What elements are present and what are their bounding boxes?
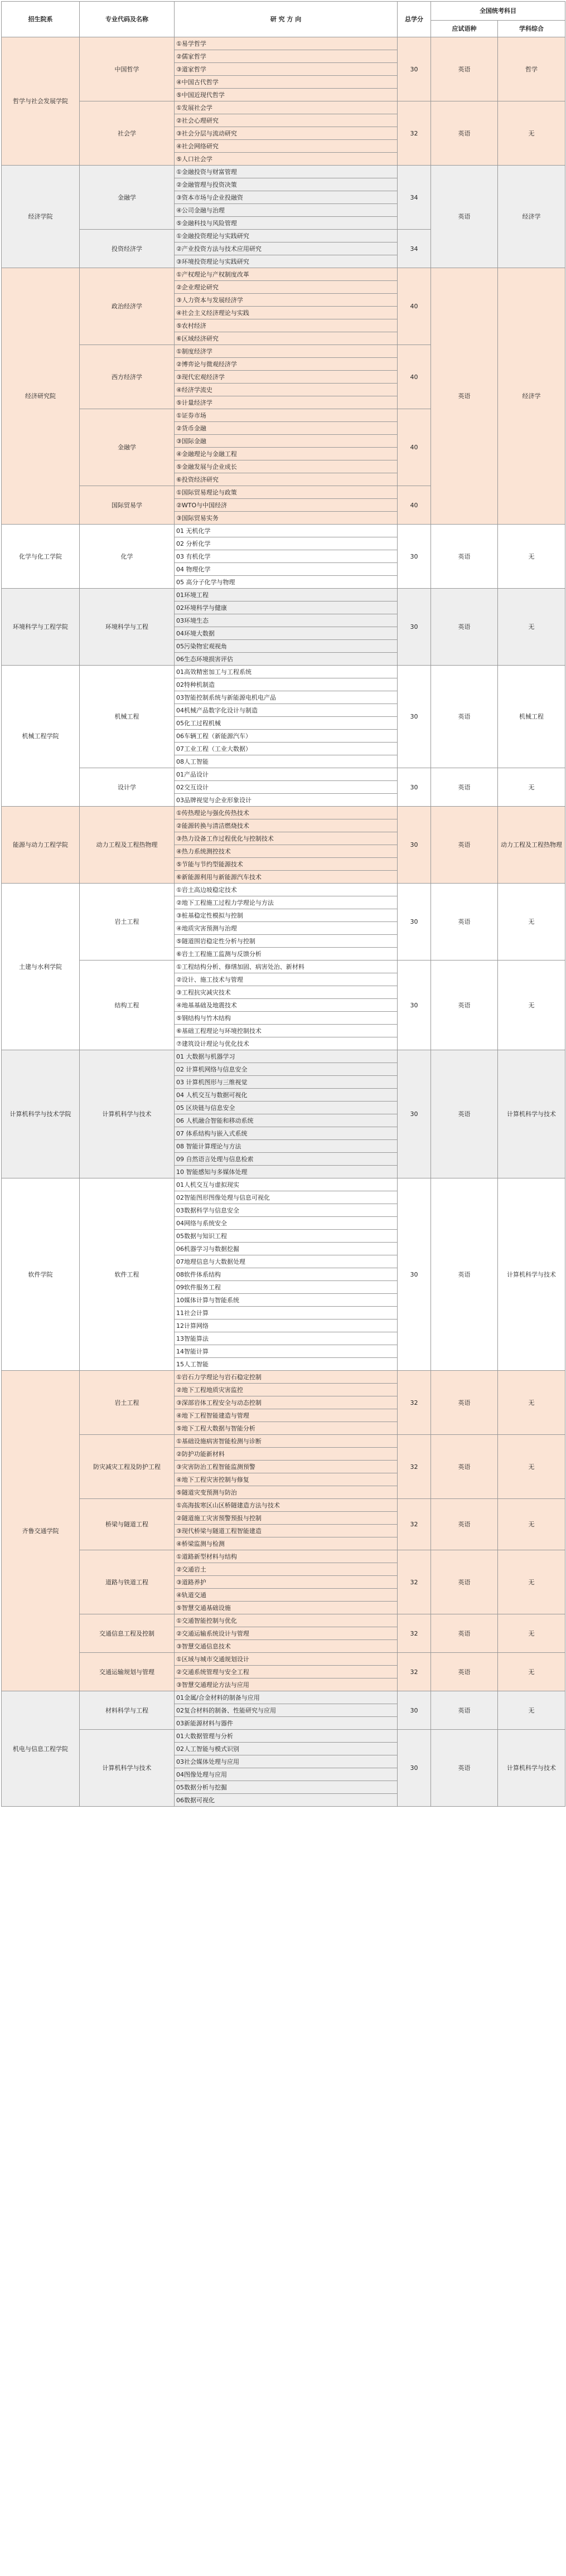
direction-cell: ②设计、施工技术与管理 — [175, 973, 398, 986]
language-cell: 英语 — [431, 268, 498, 525]
credits-cell: 30 — [398, 884, 431, 960]
table-row — [2, 525, 565, 537]
header-subject-exam: 学科综合 — [498, 21, 565, 37]
direction-cell: ①发展社会学 — [175, 101, 398, 114]
credits-cell: 32 — [398, 1653, 431, 1691]
direction-cell: ⑥区域经济研究 — [175, 332, 398, 345]
direction-cell: ④轨道交通 — [175, 1589, 398, 1602]
direction-cell: ⑤农村经济 — [175, 319, 398, 332]
direction-cell: ③环境投资理论与实践研究 — [175, 255, 398, 268]
direction-cell: ⑤智慧交通基础设施 — [175, 1602, 398, 1614]
table-body — [2, 37, 565, 1807]
direction-cell: ④经济学流史 — [175, 384, 398, 396]
table-row — [2, 1550, 565, 1563]
direction-cell: ②能源转换与清洁燃烧技术 — [175, 819, 398, 832]
direction-cell: 05化工过程机械 — [175, 717, 398, 730]
school-cell: 齐鲁交通学院 — [2, 1371, 80, 1691]
direction-cell: 14智能计算 — [175, 1345, 398, 1358]
direction-cell: 02 计算机网络与信息安全 — [175, 1063, 398, 1076]
direction-cell: 03社会媒体处理与应用 — [175, 1755, 398, 1768]
major-cell: 国际贸易学 — [80, 486, 175, 525]
direction-cell: 01 无机化学 — [175, 525, 398, 537]
direction-cell: ④中国古代哲学 — [175, 76, 398, 89]
direction-cell: ①易学哲学 — [175, 37, 398, 50]
table-row — [2, 768, 565, 781]
direction-cell: ⑦建筑设计理论与优化技术 — [175, 1037, 398, 1050]
direction-cell: 06车辆工程（新能源汽车） — [175, 730, 398, 743]
direction-cell: 07工业工程（工业大数据） — [175, 743, 398, 755]
language-cell: 英语 — [431, 1614, 498, 1653]
language-cell: 英语 — [431, 101, 498, 166]
language-cell: 英语 — [431, 884, 498, 960]
direction-cell: ①高海拔寒区山区桥隧建造方法与技术 — [175, 1499, 398, 1512]
direction-cell: 05数据与知识工程 — [175, 1230, 398, 1243]
header-major: 专业代码及名称 — [80, 2, 175, 37]
direction-cell: 01高效精密加工与工程系统 — [175, 666, 398, 678]
subject-cell: 无 — [498, 1653, 565, 1691]
direction-cell: 09软件服务工程 — [175, 1281, 398, 1294]
direction-cell: 05污染物宏观视角 — [175, 640, 398, 653]
table-row — [2, 1178, 565, 1191]
credits-cell: 40 — [398, 409, 431, 486]
direction-cell: 03品牌视觉与企业形象设计 — [175, 794, 398, 807]
table-row — [2, 589, 565, 601]
school-cell: 能源与动力工程学院 — [2, 807, 80, 884]
direction-cell: ①金融投资与财富管理 — [175, 166, 398, 178]
language-cell: 英语 — [431, 1691, 498, 1730]
direction-cell: 08 智能计算理论与方法 — [175, 1140, 398, 1153]
direction-cell: 11社会计算 — [175, 1307, 398, 1319]
direction-cell: 12计算网络 — [175, 1319, 398, 1332]
table-row — [2, 1730, 565, 1743]
major-cell: 社会学 — [80, 101, 175, 166]
direction-cell: 01产品设计 — [175, 768, 398, 781]
direction-cell: ②地下工程地质灾害监控 — [175, 1384, 398, 1396]
direction-cell: ⑤金融发展与企业成长 — [175, 460, 398, 473]
direction-cell: 01环境工程 — [175, 589, 398, 601]
subject-cell: 无 — [498, 960, 565, 1050]
direction-cell: 02环境科学与健康 — [175, 601, 398, 614]
table-row — [2, 1499, 565, 1512]
subject-cell: 计算机科学与技术 — [498, 1178, 565, 1371]
subject-cell: 无 — [498, 525, 565, 589]
school-cell: 土建与水利学院 — [2, 884, 80, 1050]
direction-cell: ③现代宏观经济学 — [175, 371, 398, 384]
direction-cell: ⑥新能源利用与新能源汽车技术 — [175, 871, 398, 884]
direction-cell: 15人工智能 — [175, 1358, 398, 1371]
direction-cell: ②博弈论与微观经济学 — [175, 358, 398, 371]
major-cell: 材料科学与工程 — [80, 1691, 175, 1730]
school-cell: 经济研究院 — [2, 268, 80, 525]
direction-cell: 03智能控制系统与新能源电机电产品 — [175, 691, 398, 704]
direction-cell: ③道家哲学 — [175, 63, 398, 76]
direction-cell: 01大数据管理与分析 — [175, 1730, 398, 1743]
direction-cell: 05 区块链与信息安全 — [175, 1102, 398, 1114]
direction-cell: ④热力系统测控技术 — [175, 845, 398, 858]
direction-cell: ①岩石力学理论与岩石稳定控制 — [175, 1371, 398, 1384]
language-cell: 英语 — [431, 1653, 498, 1691]
table-row — [2, 884, 565, 896]
direction-cell: 03环境生态 — [175, 614, 398, 627]
credits-cell: 30 — [398, 807, 431, 884]
table-row — [2, 1050, 565, 1063]
direction-cell: ⑥岩土工程施工监测与反馈分析 — [175, 948, 398, 960]
direction-cell: 10媒体计算与智能系统 — [175, 1294, 398, 1307]
major-cell: 防灾减灾工程及防护工程 — [80, 1435, 175, 1499]
major-cell: 计算机科学与技术 — [80, 1050, 175, 1178]
subject-cell: 动力工程及工程热物理 — [498, 807, 565, 884]
table-row — [2, 1653, 565, 1666]
direction-cell: 01金属/合金材料的制备与应用 — [175, 1691, 398, 1704]
major-cell: 岩土工程 — [80, 1371, 175, 1435]
credits-cell: 30 — [398, 1691, 431, 1730]
direction-cell: 07 体系结构与嵌入式系统 — [175, 1127, 398, 1140]
major-cell: 桥梁与隧道工程 — [80, 1499, 175, 1550]
subject-cell: 哲学 — [498, 37, 565, 101]
direction-cell: ⑤计量经济学 — [175, 396, 398, 409]
major-cell: 软件工程 — [80, 1178, 175, 1371]
header-exam-subjects: 全国统考科目 — [431, 2, 565, 21]
direction-cell: ②儒家哲学 — [175, 50, 398, 63]
language-cell: 英语 — [431, 589, 498, 666]
major-cell: 投资经济学 — [80, 230, 175, 268]
direction-cell: 04网络与系统安全 — [175, 1217, 398, 1230]
subject-cell: 无 — [498, 1691, 565, 1730]
table-row — [2, 960, 565, 973]
direction-cell: 08软件体系结构 — [175, 1268, 398, 1281]
table-row — [2, 1614, 565, 1627]
direction-cell: ④地下工程灾害控制与修复 — [175, 1473, 398, 1486]
direction-cell: 04图像处理与应用 — [175, 1768, 398, 1781]
direction-cell: 02智能图形图像处理与信息可视化 — [175, 1191, 398, 1204]
direction-cell: 01 大数据与机器学习 — [175, 1050, 398, 1063]
direction-cell: ④公司金融与治理 — [175, 204, 398, 217]
direction-cell: ③道路养护 — [175, 1576, 398, 1589]
subject-cell: 无 — [498, 1435, 565, 1499]
direction-cell: 02人工智能与模式识别 — [175, 1743, 398, 1755]
credits-cell: 30 — [398, 768, 431, 807]
major-cell: 岩土工程 — [80, 884, 175, 960]
direction-cell: ②防护功能新材料 — [175, 1448, 398, 1461]
credits-cell: 30 — [398, 1178, 431, 1371]
direction-cell: 04环境大数据 — [175, 627, 398, 640]
direction-cell: ⑤人口社会学 — [175, 153, 398, 166]
credits-cell: 30 — [398, 960, 431, 1050]
direction-cell: ④地基基础及地震技术 — [175, 999, 398, 1012]
subject-cell: 无 — [498, 884, 565, 960]
direction-cell: ②金融管理与投资决策 — [175, 178, 398, 191]
major-cell: 机械工程 — [80, 666, 175, 768]
major-cell: 道路与铁道工程 — [80, 1550, 175, 1614]
subject-cell: 无 — [498, 768, 565, 807]
direction-cell: 04 物理化学 — [175, 563, 398, 576]
direction-cell: ①交通智能控制与优化 — [175, 1614, 398, 1627]
direction-cell: ③现代桥梁与隧道工程智能建造 — [175, 1525, 398, 1537]
language-cell: 英语 — [431, 807, 498, 884]
header-direction: 研 究 方 向 — [175, 2, 398, 37]
language-cell: 英语 — [431, 166, 498, 268]
language-cell: 英语 — [431, 37, 498, 101]
table-row — [2, 807, 565, 819]
direction-cell: ①金融投资理论与实践研究 — [175, 230, 398, 242]
direction-cell: 13智能算法 — [175, 1332, 398, 1345]
major-cell: 交通运输规划与管理 — [80, 1653, 175, 1691]
language-cell: 英语 — [431, 1730, 498, 1807]
school-cell: 计算机科学与技术学院 — [2, 1050, 80, 1178]
direction-cell: 04机械产品数字化设计与制造 — [175, 704, 398, 717]
major-cell: 西方经济学 — [80, 345, 175, 409]
school-cell: 环境科学与工程学院 — [2, 589, 80, 666]
subject-cell: 经济学 — [498, 166, 565, 268]
direction-cell: ①道路新型材料与结构 — [175, 1550, 398, 1563]
direction-cell: ④金融理论与金融工程 — [175, 448, 398, 460]
table-row — [2, 1691, 565, 1704]
table-row — [2, 1435, 565, 1448]
credits-cell: 30 — [398, 589, 431, 666]
direction-cell: 06数据可视化 — [175, 1794, 398, 1807]
school-cell: 机电与信息工程学院 — [2, 1691, 80, 1807]
direction-cell: ③热力设备工作过程优化与控制技术 — [175, 832, 398, 845]
credits-cell: 34 — [398, 166, 431, 230]
major-cell: 动力工程及工程热物理 — [80, 807, 175, 884]
language-cell: 英语 — [431, 768, 498, 807]
table-row — [2, 166, 565, 178]
direction-cell: ①岩土高边坡稳定技术 — [175, 884, 398, 896]
table-row — [2, 666, 565, 678]
table-row — [2, 37, 565, 50]
credits-cell: 34 — [398, 230, 431, 268]
header-foreign-language: 应试语种 — [431, 21, 498, 37]
school-cell: 哲学与社会发展学院 — [2, 37, 80, 166]
direction-cell: ③资本市场与企业投融资 — [175, 191, 398, 204]
subject-cell: 计算机科学与技术 — [498, 1050, 565, 1178]
table-row — [2, 268, 565, 281]
direction-cell: ①产权理论与产权制度改革 — [175, 268, 398, 281]
direction-cell: ①工程结构分析、修缮加固、病害处治、新材料 — [175, 960, 398, 973]
direction-cell: 02 分析化学 — [175, 537, 398, 550]
direction-cell: ⑤隧道围岩稳定性分析与控制 — [175, 935, 398, 948]
direction-cell: ①制度经济学 — [175, 345, 398, 358]
direction-cell: ③社会分层与流动研究 — [175, 127, 398, 140]
direction-cell: ②地下工程施工过程力学理论与方法 — [175, 896, 398, 909]
credits-cell: 40 — [398, 486, 431, 525]
credits-cell: 30 — [398, 666, 431, 768]
direction-cell: 06机器学习与数据挖掘 — [175, 1243, 398, 1255]
table-row — [2, 101, 565, 114]
direction-cell: ②货币金融 — [175, 422, 398, 435]
language-cell: 英语 — [431, 525, 498, 589]
direction-cell: 05数据分析与挖掘 — [175, 1781, 398, 1794]
credits-cell: 32 — [398, 1550, 431, 1614]
direction-cell: ⑤中国近现代哲学 — [175, 89, 398, 101]
credits-cell: 30 — [398, 525, 431, 589]
direction-cell: ②交通岩土 — [175, 1563, 398, 1576]
direction-cell: ③灾害防治工程智能监测预警 — [175, 1461, 398, 1473]
direction-cell: 08人工智能 — [175, 755, 398, 768]
subject-cell: 无 — [498, 1614, 565, 1653]
language-cell: 英语 — [431, 1435, 498, 1499]
language-cell: 英语 — [431, 1550, 498, 1614]
direction-cell: ④社会网络研究 — [175, 140, 398, 153]
direction-cell: ②产业投资方法与技术应用研究 — [175, 242, 398, 255]
direction-cell: 02特种机制造 — [175, 678, 398, 691]
school-cell: 机械工程学院 — [2, 666, 80, 807]
direction-cell: ⑥投资经济研究 — [175, 473, 398, 486]
school-cell: 化学与化工学院 — [2, 525, 80, 589]
direction-cell: 06生态环境损害评估 — [175, 653, 398, 666]
major-cell: 环境科学与工程 — [80, 589, 175, 666]
direction-cell: 05 高分子化学与物理 — [175, 576, 398, 589]
direction-cell: ⑤隧道灾变预测与防治 — [175, 1486, 398, 1499]
admissions-table — [1, 1, 565, 1807]
major-cell: 金融学 — [80, 409, 175, 486]
language-cell: 英语 — [431, 1050, 498, 1178]
direction-cell: ②交通运输系统设计与管理 — [175, 1627, 398, 1640]
direction-cell: ④社会主义经济理论与实践 — [175, 307, 398, 319]
direction-cell: 06 人机融合智能和移动系统 — [175, 1114, 398, 1127]
credits-cell: 30 — [398, 1730, 431, 1807]
subject-cell: 无 — [498, 1499, 565, 1550]
direction-cell: ⑤地下工程大数据与智能分析 — [175, 1422, 398, 1435]
direction-cell: 02复合材料的制备、性能研究与应用 — [175, 1704, 398, 1717]
subject-cell: 无 — [498, 1371, 565, 1435]
school-cell: 经济学院 — [2, 166, 80, 268]
table-row — [2, 1371, 565, 1384]
credits-cell: 32 — [398, 1499, 431, 1550]
credits-cell: 32 — [398, 1435, 431, 1499]
direction-cell: ①基础设施病害智能检测与诊断 — [175, 1435, 398, 1448]
direction-cell: ③工程抗灾减灾技术 — [175, 986, 398, 999]
credits-cell: 30 — [398, 37, 431, 101]
direction-cell: ④地下工程智能建造与管理 — [175, 1409, 398, 1422]
direction-cell: ④地质灾害预测与治理 — [175, 922, 398, 935]
credits-cell: 40 — [398, 345, 431, 409]
subject-cell: 计算机科学与技术 — [498, 1730, 565, 1807]
direction-cell: ①证券市场 — [175, 409, 398, 422]
major-cell: 中国哲学 — [80, 37, 175, 101]
direction-cell: 03 有机化学 — [175, 550, 398, 563]
direction-cell: ⑤金融科技与风险管理 — [175, 217, 398, 230]
major-cell: 金融学 — [80, 166, 175, 230]
direction-cell: ③智慧交通理论方法与应用 — [175, 1678, 398, 1691]
subject-cell: 机械工程 — [498, 666, 565, 768]
subject-cell: 经济学 — [498, 268, 565, 525]
direction-cell: ⑤节能与节约型能源技术 — [175, 858, 398, 871]
direction-cell: 07地理信息与大数据处理 — [175, 1255, 398, 1268]
major-cell: 交通信息工程及控制 — [80, 1614, 175, 1653]
school-cell: 软件学院 — [2, 1178, 80, 1371]
subject-cell: 无 — [498, 101, 565, 166]
credits-cell: 32 — [398, 1371, 431, 1435]
direction-cell: ③智慧交通信息技术 — [175, 1640, 398, 1653]
direction-cell: ②WTO与中国经济 — [175, 499, 398, 512]
direction-cell: ⑤钢结构与竹木结构 — [175, 1012, 398, 1025]
language-cell: 英语 — [431, 960, 498, 1050]
header-total-credits: 总学分 — [398, 2, 431, 37]
direction-cell: 02交互设计 — [175, 781, 398, 794]
direction-cell: 03数据科学与信息安全 — [175, 1204, 398, 1217]
direction-cell: ③深部岩体工程安全与动态控制 — [175, 1396, 398, 1409]
direction-cell: ①传热理论与强化传热技术 — [175, 807, 398, 819]
direction-cell: 01人机交互与虚拟现实 — [175, 1178, 398, 1191]
language-cell: 英语 — [431, 1371, 498, 1435]
direction-cell: ②社会心理研究 — [175, 114, 398, 127]
credits-cell: 30 — [398, 1050, 431, 1178]
direction-cell: ③国际贸易实务 — [175, 512, 398, 525]
header-school: 招生院系 — [2, 2, 80, 37]
direction-cell: 03新能源材料与器件 — [175, 1717, 398, 1730]
direction-cell: ③国际金融 — [175, 435, 398, 448]
direction-cell: 09 自然语言处理与信息检索 — [175, 1153, 398, 1166]
major-cell: 政治经济学 — [80, 268, 175, 345]
direction-cell: ④桥梁监测与检测 — [175, 1537, 398, 1550]
direction-cell: ①国际贸易理论与政策 — [175, 486, 398, 499]
direction-cell: 04 人机交互与数据可视化 — [175, 1089, 398, 1102]
direction-cell: 10 智能感知与多媒体处理 — [175, 1166, 398, 1178]
direction-cell: ②企业理论研究 — [175, 281, 398, 294]
major-cell: 化学 — [80, 525, 175, 589]
direction-cell: ③桩基稳定性模拟与控制 — [175, 909, 398, 922]
direction-cell: ②交通系统管理与安全工程 — [175, 1666, 398, 1678]
direction-cell: ⑥基础工程理论与环境控制技术 — [175, 1025, 398, 1037]
subject-cell: 无 — [498, 589, 565, 666]
direction-cell: ②隧道施工灾害预警预报与控制 — [175, 1512, 398, 1525]
subject-cell: 无 — [498, 1550, 565, 1614]
credits-cell: 32 — [398, 1614, 431, 1653]
direction-cell: ③人力资本与发展经济学 — [175, 294, 398, 307]
major-cell: 计算机科学与技术 — [80, 1730, 175, 1807]
credits-cell: 32 — [398, 101, 431, 166]
direction-cell: ①区域与城市交通规划设计 — [175, 1653, 398, 1666]
major-cell: 结构工程 — [80, 960, 175, 1050]
language-cell: 英语 — [431, 1499, 498, 1550]
major-cell: 设计学 — [80, 768, 175, 807]
language-cell: 英语 — [431, 666, 498, 768]
language-cell: 英语 — [431, 1178, 498, 1371]
direction-cell: 03 计算机图形与三维视觉 — [175, 1076, 398, 1089]
credits-cell: 40 — [398, 268, 431, 345]
